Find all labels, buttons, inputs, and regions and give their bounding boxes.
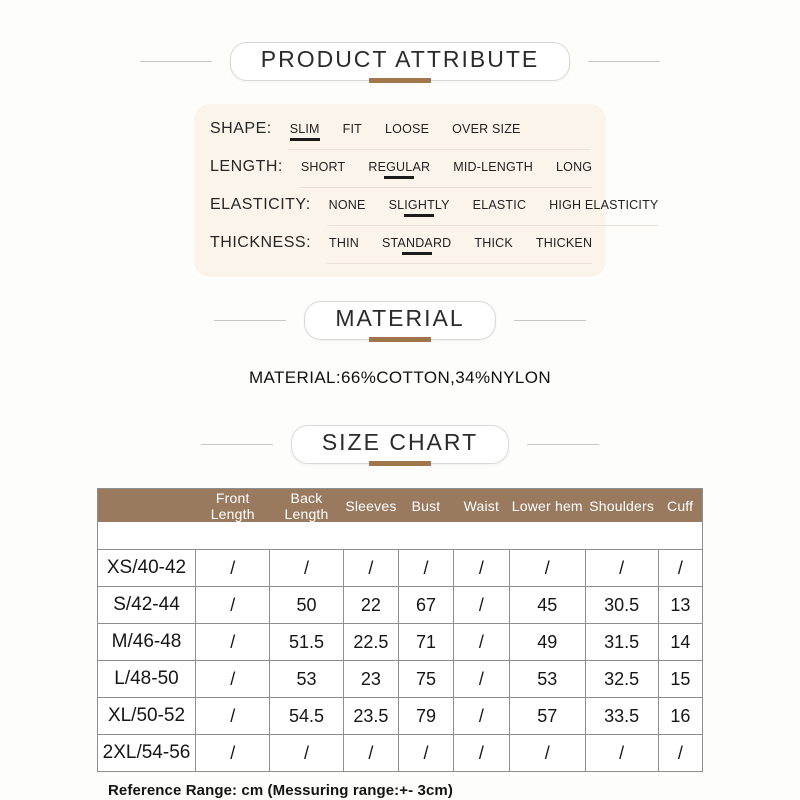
value-cell: / [509,550,585,587]
size-chart-header [0,425,800,464]
value-cell: / [585,550,658,587]
value-cell: 49 [509,624,585,661]
table-header-cell: Lower hem [509,489,585,523]
size-cell: L/48-50 [98,661,196,698]
value-cell: / [453,550,509,587]
material-header [0,301,800,340]
value-cell: / [585,735,658,772]
size-chart-title: SIZE CHART [321,429,479,455]
table-row-m [98,624,703,661]
value-cell: 79 [399,698,453,735]
attribute-row-thickness [210,233,593,264]
material-title-pill [304,301,495,340]
value-cell: / [343,735,399,772]
attribute-row-shape [210,119,590,150]
table-header-cell: Cuff [658,489,702,523]
attribute-option: HIGH ELASTICITY [549,198,659,212]
value-cell: 31.5 [585,624,658,661]
value-cell: 30.5 [585,587,658,624]
value-cell: / [453,587,509,624]
attribute-label: THICKNESS: [210,234,312,251]
table-row-2xl [98,735,703,772]
size-table [97,488,703,772]
attribute-option: THIN [329,236,359,250]
value-cell: 54.5 [270,698,343,735]
value-cell: 45 [509,587,585,624]
size-cell: XS/40-42 [98,550,196,587]
value-cell: 51.5 [270,624,343,661]
value-cell: / [453,698,509,735]
attribute-option: SHORT [300,160,346,174]
value-cell: 14 [658,624,702,661]
attribute-label: ELASTICITY: [210,196,311,213]
value-cell: / [270,735,343,772]
size-cell: XL/50-52 [98,698,196,735]
table-header-cell: Bust [399,489,453,523]
attribute-option: REGULAR [368,160,430,179]
value-cell: 71 [399,624,453,661]
accent-bar [369,461,431,466]
value-cell: / [658,550,702,587]
attribute-row-elasticity [210,195,659,226]
value-cell: / [343,550,399,587]
value-cell: 50 [270,587,343,624]
table-row-l [98,661,703,698]
attribute-option: SLIM [290,122,320,141]
attribute-option: OVER SIZE [452,122,521,136]
value-cell: 22 [343,587,399,624]
divider-line-right [588,61,660,62]
divider-line-left [214,320,286,321]
value-cell: 57 [509,698,585,735]
value-cell: 32.5 [585,661,658,698]
value-cell: / [196,550,270,587]
attribute-option: LOOSE [385,122,430,136]
table-header-cell: Back Length [270,489,343,523]
value-cell: / [399,735,453,772]
value-cell: 22.5 [343,624,399,661]
attribute-option: STANDARD [382,236,451,255]
attribute-option: MID-LENGTH [453,160,533,174]
attribute-row-length [210,157,593,188]
product-attribute-header [0,0,800,81]
accent-bar [369,337,431,342]
table-row-xl [98,698,703,735]
table-header-cell [98,489,196,523]
value-cell: 67 [399,587,453,624]
accent-bar [369,78,431,83]
value-cell: 13 [658,587,702,624]
attribute-options [327,233,592,264]
table-header-cell: Waist [453,489,509,523]
attribute-panel [194,104,659,277]
divider-line-left [201,444,273,445]
divider-line-right [527,444,599,445]
table-header-cell: Sleeves [343,489,399,523]
table-row-xs [98,550,703,587]
table-row-s [98,587,703,624]
product-attribute-title: PRODUCT ATTRIBUTE [260,46,540,72]
attribute-options [288,119,590,150]
value-cell: / [399,550,453,587]
spacer-cell [98,522,703,550]
attribute-option: LONG [556,160,593,174]
attribute-option: ELASTIC [472,198,527,212]
value-cell: 16 [658,698,702,735]
attribute-label: LENGTH: [210,158,283,175]
attribute-label: SHAPE: [210,120,272,137]
value-cell: / [196,661,270,698]
value-cell: 53 [509,661,585,698]
value-cell: / [196,624,270,661]
divider-line-right [514,320,586,321]
value-cell: / [453,661,509,698]
reference-range-note: Reference Range: cm (Messuring range:+- 3cm) [108,782,453,799]
value-cell: / [196,587,270,624]
value-cell: / [453,735,509,772]
value-cell: / [658,735,702,772]
value-cell: / [509,735,585,772]
attribute-option: THICK [474,236,513,250]
attribute-option: FIT [342,122,363,136]
value-cell: / [270,550,343,587]
size-cell: M/46-48 [98,624,196,661]
product-attribute-title-pill [230,42,571,81]
value-cell: 75 [399,661,453,698]
material-title: MATERIAL [335,305,465,331]
value-cell: / [196,698,270,735]
attribute-options [327,195,659,226]
material-description: MATERIAL:66%COTTON,34%NYLON [248,368,552,387]
value-cell: 23 [343,661,399,698]
value-cell: / [453,624,509,661]
table-header-cell: Shoulders [585,489,658,523]
attribute-option: NONE [328,198,366,212]
table-header-cell: Front Length [196,489,270,523]
table-header-row [98,489,703,523]
spacer-row [98,522,703,550]
size-cell: 2XL/54-56 [98,735,196,772]
value-cell: 23.5 [343,698,399,735]
divider-line-left [140,61,212,62]
value-cell: 53 [270,661,343,698]
size-chart-title-pill [291,425,509,464]
value-cell: / [196,735,270,772]
attribute-option: SLIGHTLY [389,198,450,217]
value-cell: 15 [658,661,702,698]
value-cell: 33.5 [585,698,658,735]
attribute-options [299,157,592,188]
size-cell: S/42-44 [98,587,196,624]
attribute-option: THICKEN [535,236,593,250]
